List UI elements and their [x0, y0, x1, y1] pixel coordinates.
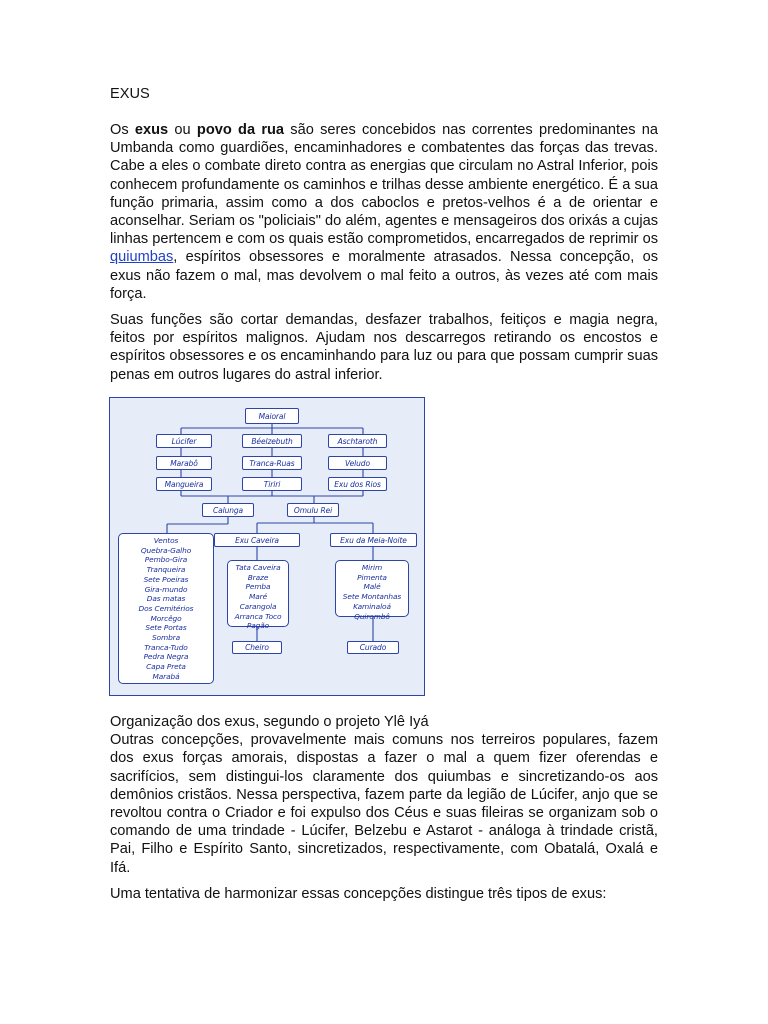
left-exu-item: Quebra-Galho [140, 545, 192, 555]
caveira-exu-item: Carangola [239, 601, 277, 611]
left-exu-item: Dos Cemitérios [138, 603, 194, 613]
paragraph-intro [110, 121, 658, 303]
diagram-caption: Organização dos exus, segundo o projeto Ylê Iyá [110, 714, 429, 730]
meia-noite-exu-item: Mirim [361, 563, 383, 572]
para1-povo-bold: povo da rua [196, 122, 285, 138]
lucifer-box: Lúcifer [156, 434, 212, 448]
left-exu-item: Ventos [153, 536, 179, 545]
para1-body-a: são seres concebidos nas correntes predominantes na Umbanda como guardiões, encaminhadores e combatentes das forças das trevas. Cabe a eles o combate direto contra as energias que circulam no Astral Inferior, pois conhecem profundamente os caminhos e trilhas desse ambiente energético. É a sua função primaria, assim como a dos caboclos e pretos-velhos é a de orientar e aconselhar. Seriam os "policiais" do além, agentes e mensageiros dos orixás a cujas linhas pertencem e com os quais estão comprometidos, encarregados de reprimir os [110, 122, 658, 248]
marabo-box: Marabô [156, 456, 212, 470]
left-exu-item: Tranca-Tudo [144, 642, 188, 652]
quiumbas-link[interactable]: quiumbas [110, 249, 174, 266]
para3-text: Outras concepções, provavelmente mais comuns nos terreiros populares, fazem dos exus forças amorais, dispostas a fazer o mal a quem fizer oferendas e sacrifícios, sem distingui-los claramente dos quiumbas e sincretizando-os aos demônios cristãos. Nessa perspectiva, fazem parte da legião de Lúcifer, anjo que se revoltou contra o Criador e foi expulso dos Céus e suas fileiras se organizam sob o comando de uma trindade - Lúcifer, Belzebu e Astarot - análoga à trindade cristã, Pai, Filho e Espírito Santo, sincretizados, respectivamente, com Obatalá, Oxalá e Ifá. [110, 732, 658, 876]
para1-body-b: , espíritos obsessores e moralmente atrasados. Nessa concepção, os exus não fazem o mal, mas devolvem o mal feito a outros, às vezes até com mais força. [110, 249, 658, 302]
meia-noite-exu-item: Quirombô [354, 611, 390, 621]
left-exu-item: Pembo-Gira [144, 555, 188, 565]
para4-text: Uma tentativa de harmonizar essas concepções distingue três tipos de exus: [110, 886, 607, 902]
curado-box: Curado [347, 641, 399, 654]
omulu-rei-box: Omulu Rei [287, 503, 339, 517]
left-exus-list [118, 533, 214, 684]
left-exu-item: Sete Portas [145, 623, 187, 633]
caveira-exus-list [227, 560, 289, 631]
caveira-exu-item: Tata Caveira [235, 563, 281, 572]
meia-noite-exu-item: Pimenta [357, 572, 387, 582]
mangueira-box: Mangueira [156, 477, 212, 491]
meia-noite-exu-item: Sete Montanhas [342, 592, 402, 602]
maioral-box: Maioral [245, 408, 299, 424]
left-exu-item: Capa Preta [146, 662, 186, 672]
beelzebuth-box: Béelzebuth [242, 434, 302, 448]
para1-lead: Os [110, 122, 135, 138]
caveira-exu-item: Pagão [246, 621, 270, 631]
para1-or: ou [168, 122, 197, 138]
cheiro-box: Cheiro [232, 641, 282, 654]
meia-noite-exu-item: Malé [363, 582, 381, 592]
para2-text: Suas funções são cortar demandas, desfazer trabalhos, feitiços e magia negra, feitos por espíritos malignos. Ajudam nos descarregos retirando os encostos e espíritos obsessores e os encaminhando para luz ou para que possam cumprir suas penas em outros lugares do astral inferior. [110, 312, 658, 383]
paragraph-functions [110, 311, 658, 384]
tiriri-box: Tiriri [242, 477, 302, 491]
veludo-box: Veludo [328, 456, 387, 470]
caveira-exu-item: Braze [247, 572, 269, 582]
document-title: EXUS [110, 86, 150, 102]
caveira-exu-item: Pemba [245, 582, 271, 592]
calunga-box: Calunga [202, 503, 254, 517]
exu-meia-noite-box: Exu da Meia-Noite [330, 533, 417, 547]
exu-dos-rios-box: Exu dos Rios [328, 477, 387, 491]
aschtaroth-box: Aschtaroth [328, 434, 387, 448]
meia-noite-exus-list [335, 560, 409, 621]
left-exu-item: Sombra [151, 633, 181, 643]
left-exu-item: Das matas [146, 594, 186, 604]
left-exu-item: Pedra Negra [143, 652, 189, 662]
para1-exus-bold: exus [134, 122, 169, 138]
left-exu-item: Marabá [152, 671, 180, 681]
exu-caveira-box: Exu Caveira [214, 533, 300, 547]
paragraph-three-types [110, 885, 658, 903]
paragraph-organization [110, 713, 658, 877]
exus-hierarchy-diagram [109, 397, 425, 696]
left-exu-item: Tranqueira [146, 565, 186, 575]
caveira-exu-item: Arranca Toco [234, 611, 282, 621]
left-exu-item: Sete Poeiras [143, 574, 189, 584]
left-exu-item: Morcêgo [150, 613, 182, 623]
tranca-ruas-box: Tranca-Ruas [242, 456, 302, 470]
meia-noite-exu-item: Kaminaloá [353, 601, 391, 611]
caveira-exu-item: Maré [248, 592, 268, 602]
left-exu-item: Gira-mundo [144, 584, 188, 594]
